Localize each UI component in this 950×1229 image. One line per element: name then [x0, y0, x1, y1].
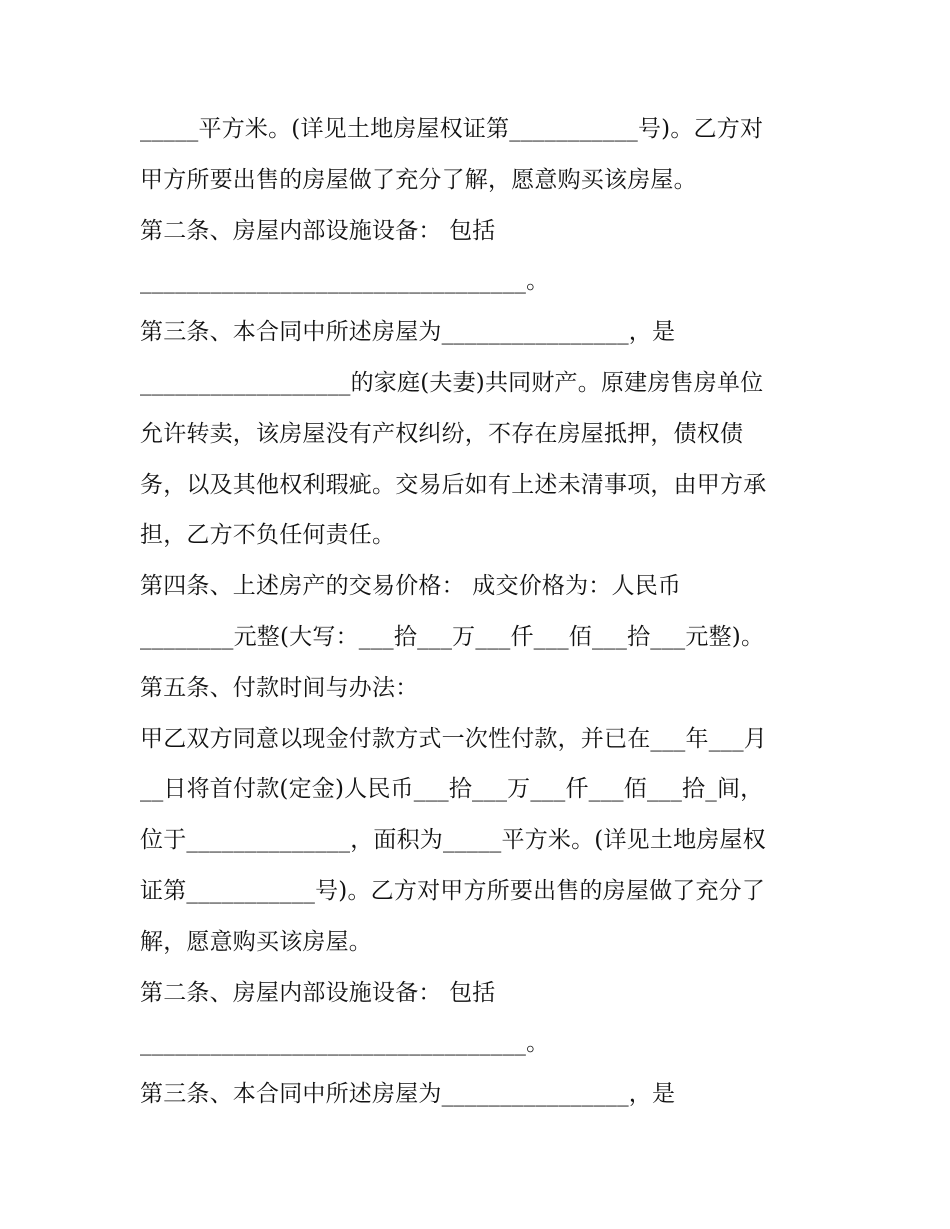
text-line: _________________________________。	[140, 1030, 550, 1057]
text-line: 第二条、房屋内部设施设备： 包括	[140, 217, 496, 244]
text-line: 解，愿意购买该房屋。	[140, 928, 372, 955]
text-line: 证第___________号)。乙方对甲方所要出售的房屋做了充分了	[140, 877, 766, 904]
text-line: 甲乙双方同意以现金付款方式一次性付款，并已在___年___月	[140, 725, 767, 752]
text-line: 位于______________，面积为_____平方米。(详见土地房屋权	[140, 827, 766, 854]
text-line: 务，以及其他权利瑕疵。交易后如有上述未清事项，由甲方承	[140, 471, 767, 498]
text-line: __________________的家庭(夫妻)共同财产。原建房售房单位	[140, 369, 764, 396]
text-line: 第五条、付款时间与办法：	[140, 674, 419, 701]
text-line: 第四条、上述房产的交易价格： 成交价格为：人民币	[140, 573, 682, 600]
text-line: ________元整(大写：___拾___万___仟___佰___拾___元整)。	[140, 623, 765, 650]
text-line: 允许转卖，该房屋没有产权纠纷，不存在房屋抵押，债权债	[140, 420, 744, 447]
text-line: __日将首付款(定金)人民币___拾___万___仟___佰___拾_间，	[140, 776, 764, 803]
contract-body	[140, 104, 820, 1120]
text-line: 第二条、房屋内部设施设备： 包括	[140, 979, 496, 1006]
text-line: 第三条、本合同中所述房屋为________________，是	[140, 1081, 676, 1108]
text-line: 第三条、本合同中所述房屋为________________，是	[140, 319, 676, 346]
text-line: 担，乙方不负任何责任。	[140, 522, 396, 549]
text-line: _____平方米。(详见土地房屋权证第___________号)。乙方对	[140, 116, 764, 142]
text-line: 甲方所要出售的房屋做了充分了解，愿意购买该房屋。	[140, 166, 697, 193]
text-line: _________________________________。	[140, 268, 550, 295]
